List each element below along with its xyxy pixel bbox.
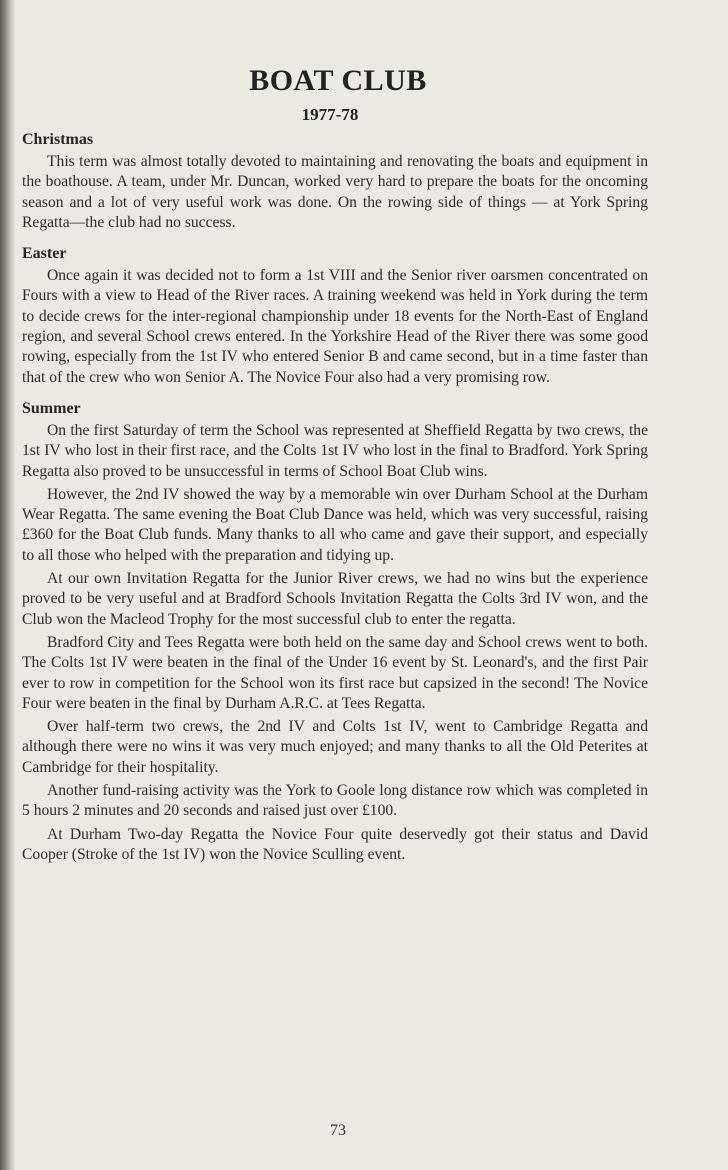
page-title: BOAT CLUB: [249, 64, 427, 97]
section-easter: [22, 245, 648, 388]
section-heading: Christmas: [22, 131, 94, 148]
article-body: [22, 131, 648, 865]
paragraph: Bradford City and Tees Regatta were both held on the same day and School crews went to both. The Colts 1st IV were beaten in the final of the Under 16 event by St. Leonard's, and the first Pair ever to row in competition for the School won its first race but capsized in the second! The Novice Four were beaten in the final by Durham A.R.C. at Tees Regatta.: [22, 633, 648, 712]
section-summer: [22, 400, 648, 865]
paragraph: This term was almost totally devoted to maintaining and renovating the boats and equipment in the boathouse. A team, under Mr. Duncan, worked very hard to prepare the boats for the oncoming season and a lot of very useful work was done. On the rowing side of things — at York Spring Regatta—the club had no success.: [22, 153, 648, 231]
paragraph: Over half-term two crews, the 2nd IV and Colts 1st IV, went to Cambridge Regatta and although there were no wins it was very much enjoyed; and many thanks to all the Old Peterites at Cambridge for their hospitality.: [22, 718, 648, 776]
section-christmas: [22, 131, 648, 233]
paragraph: Another fund-raising activity was the York to Goole long distance row which was completed in 5 hours 2 minutes and 20 seconds and raised just over £100.: [22, 782, 648, 820]
paragraph: At Durham Two-day Regatta the Novice Four quite deservedly got their status and David Cooper (Stroke of the 1st IV) won the Novice Sculling event.: [22, 825, 648, 863]
section-heading: Easter: [22, 245, 67, 263]
paragraph: Once again it was decided not to form a 1st VIII and the Senior river oarsmen concentrated on Fours with a view to Head of the River races. A training weekend was held in York during the term to decide crews for the inter-regional championship under 18 events for the North-East of England region, and several School crews entered. In the Yorkshire Head of the River there was some good rowing, especially from the 1st IV who entered Senior B and came second, but in a time faster than that of the crew who won Senior A. The Novice Four also had a very promising row.: [22, 267, 648, 386]
paragraph: However, the 2nd IV showed the way by a memorable win over Durham School at the Durham Wear Regatta. The same evening the Boat Club Dance was held, which was very successful, raising £360 for the Boat Club funds. Many thanks to all who came and gave their support, and especially to all those who helped with the preparation and tidying up.: [22, 485, 648, 564]
page-subtitle-year: 1977-78: [301, 105, 359, 124]
page-number: 73: [330, 1122, 346, 1139]
paragraph: At our own Invitation Regatta for the Junior River crews, we had no wins but the experience proved to be very useful and at Bradford Schools Invitation Regatta the Colts 3rd IV won, and the Club won the Macleod Trophy for the most successful club to enter the regatta.: [22, 570, 648, 628]
section-heading: Summer: [22, 399, 81, 417]
paragraph: On the first Saturday of term the School was represented at Sheffield Regatta by two crews, the 1st IV who lost in their first race, and the Colts 1st IV who lost in the final to Bradford. York Spring Regatta also proved to be unsuccessful in terms of School Boat Club wins.: [22, 421, 648, 480]
